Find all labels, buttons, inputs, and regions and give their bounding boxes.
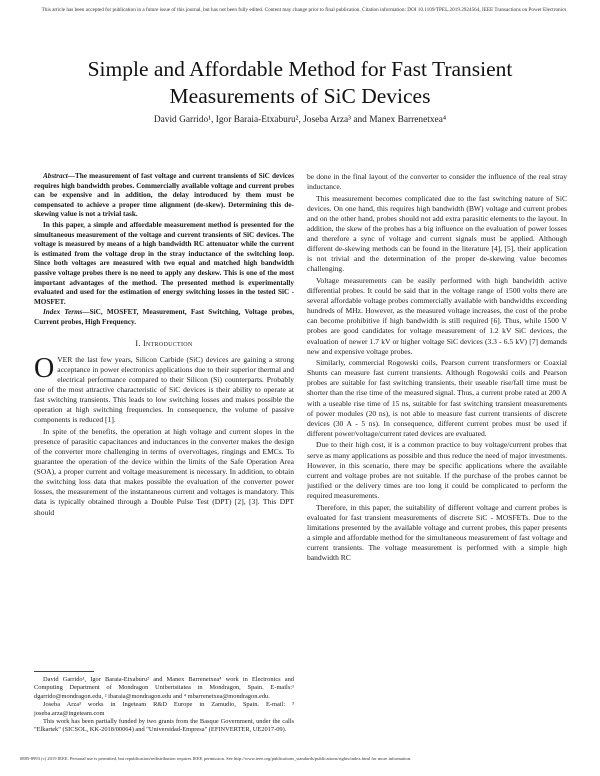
paper-title: Simple and Affordable Method for Fast Transient Measurements of SiC Devices <box>87 57 513 108</box>
body-paragraph: Due to their high cost, it is a common practice to buy voltage/current probes that serve as many applications as possible and thus reduce the need of major investments. However, in this scenario, there may be specific applications where the available current and voltage probes are not suitable. If the purchase of the probes cannot be justified or the delivery times are too long it could be complicated to perform the required measurements. <box>307 440 567 500</box>
footnote-ingeteam: Joseba Arza³ works in Ingeteam R&D Europe in Zamudio, Spain. E-mail: ³ joseba.arza@ingeteam.com <box>34 701 294 717</box>
body-paragraph: Voltage measurements can be easily performed with high bandwidth active differential probes. It could be said that in the voltage range of 1500 volts there are several affordable voltage probes commercially available with bandwidths exceeding hundreds of MHz. However, as the measured voltage increases, the cost of the probe can become prohibitive if high bandwidth is still required [6]. Thus, while 1500 V probes are good candidates for voltage measurement of 1.2 kV SiC devices, the evaluation of newer 1.7 kV or higher voltage SiC devices (3.3 - 6.5 kV) [7] demands new and expensive voltage probes. <box>307 275 567 356</box>
abstract <box>34 172 294 307</box>
intro-paragraph-1 <box>34 352 294 426</box>
index-terms <box>34 308 294 327</box>
left-column <box>34 172 294 519</box>
abstract-text-1: The measurement of fast voltage and current transients of SiC devices requires high bandwidth probes. Commercially available voltage and current probes can be expensive and in addition, the delay introduced by them must be compensated to achieve a proper time alignment (de-skew). Determining this de-skewing value is not a trivial task. <box>34 172 294 219</box>
body-paragraph: Therefore, in this paper, the suitability of different voltage and current probes is evaluated for fast transient measurements of discrete SiC - MOSFETs. Due to the limitations presented by the available voltage and current probes, this paper presents a simple and affordable method for the simultaneous measurement of fast voltage and current transients. The voltage measurement is performed with a simple high bandwidth RC <box>307 502 567 562</box>
index-terms-text: SiC, MOSFET, Measurement, Fast Switching, Voltage probes, Current probes, High Frequency. <box>34 308 294 326</box>
drop-cap: O <box>34 352 55 384</box>
abstract-label: Abstract— <box>43 172 75 180</box>
intro-paragraph-2: In spite of the benefits, the operation at high voltage and current slopes in the presence of parasitic capacitances and inductances in the converter makes the design of the converter more challenging in terms of overvoltages, ringings and EMCs. To guarantee the operation of the device within the limits of the Safe Operation Area (SOA), a proper current and voltage measurement is necessary. In addition, to obtain the switching loss data that makes possible the evaluation of the converter power losses, the measurement of the instantaneous current and voltages is mandatory. This data is typically obtained through a Double Pulse Test (DPT) [2], [3]. This DPT should <box>34 426 294 517</box>
copyright-footer: 0885-8993 (c) 2019 IEEE. Personal use is permitted, but republication/redistribution requires IEEE permission. See http://www.ieee.org/publications_standards/publications/rights/index.html for more information. <box>20 756 412 761</box>
footnote-rule <box>34 671 94 672</box>
body-paragraph: be done in the final layout of the converter to consider the influence of the real stray inductance. <box>307 172 567 192</box>
right-column <box>307 172 567 565</box>
author-list: David Garrido¹, Igor Baraia-Etxaburu², Joseba Arza³ and Manex Barrenetxea⁴ <box>153 115 447 125</box>
abstract-paragraph-1 <box>34 172 294 220</box>
intro-paragraph-1-text: VER the last few years, Silicon Carbide (SiC) devices are gaining a strong acceptance in power electronics applications due to their superior thermal and electrical performance compared to their Silicon (Si) counterparts. Probably one of the most attractive characteristic of SiC devices is their ability to operate at fast switching transients. This leads to low switching losses and makes possible the operation at high switching frequencies. In consequence, the volume of passive components is reduced [1]. <box>34 354 294 425</box>
index-terms-label: Index Terms— <box>43 308 90 317</box>
footnotes <box>34 676 294 735</box>
abstract-paragraph-2: In this paper, a simple and affordable measurement method is presented for the simultaneous measurement of the voltage and current transients of SiC devices. The voltage is measured by means of a high bandwidth RC attenuator while the current is estimated from the voltage drop in the stray inductance of the switching loop. Since both voltages are measured with two equal and matched high bandwidth passive voltage probes there is no need to apply any deskew. This is one of the most important advantages of the method. The presented method is experimentally evaluated and used for the estimation of energy switching losses in the tested SiC - MOSFET. <box>34 220 294 306</box>
body-paragraph: This measurement becomes complicated due to the fast switching nature of SiC devices. On one hand, this requires high bandwidth (BW) voltage and current probes and on the other hand, probes should not add extra parasitic elements to the layout. In addition, the skew of the probes has a big influence on the evaluation of power losses and therefore a sync of voltage and current signals must be applied. Although different de-skewing methods can be found in the literature [4], [5], their application is not trivial and the determination of the proper de-skewing value becomes challenging. <box>307 193 567 274</box>
footnote-funding: This work has been partially funded by two grants from the Basque Government, under the calls "Elkartek" (SICSOL, KK-2018/00064) and "Universidad-Empresa" (EFINVERTER, UE2017-09). <box>34 718 294 734</box>
section-heading-introduction: I. Introduction <box>135 338 193 348</box>
footnote-affiliations: David Garrido¹, Igor Baraia-Etxaburu² and Manex Barrenetxea⁴ work in Electronics and Computing Department of Mondragon Unibertsitatea in Mondragon, Spain. E-mails:¹ dgarrido@mondragon.edu, ² ibaraia@mondragon.edu and ⁴ mbarrenetxea@mondragon.edu. <box>34 676 294 700</box>
body-paragraph: Similarly, commercial Rogowski coils, Pearson current transformers or Coaxial Shunts can measure fast current transients. Although Rogowski coils and Pearson probes are suitable for fast switching transients, their useable rise/fall time must be shorter than the rise time of the measured signal. Thus, a current probe rated at 200 A with a useable rise time of 15 ns, suitable for fast switching transient measurements of power modules (20 ns), is not able to measure fast current transients of discrete devices (30 A - 5 ns). In consequence, different current probes must be used if different power/voltage/current rated devices are evaluated. <box>307 358 567 438</box>
journal-notice: This article has been accepted for publication in a future issue of this journal, but has not been fully edited. Content may change prior to final publication. Citation information: DOI 10.1109/TPEL.2019.2924564, IEEE Transactions on Power Electronics <box>41 7 567 13</box>
